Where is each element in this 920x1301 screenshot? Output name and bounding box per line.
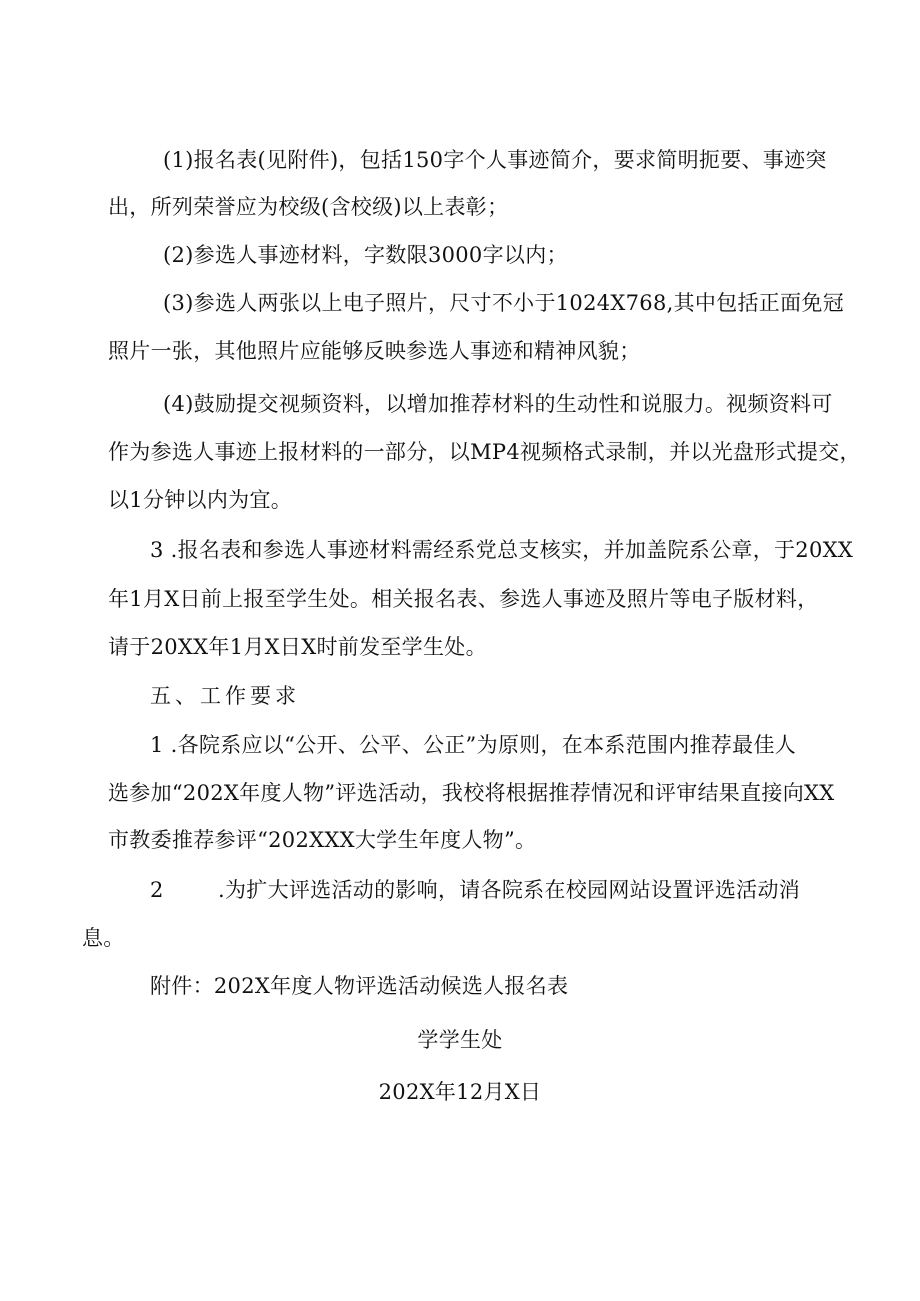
signature-org: 学学生处 xyxy=(417,1028,503,1052)
para3-line3: 请于20XX年1月X日X时前发至学生处。 xyxy=(108,635,487,659)
req1-line3: 市教委推荐参评“202XXX大学生年度人物”。 xyxy=(108,828,537,852)
item1-line1: (1)报名表(见附件)，包括150字个人事迹简介，要求简明扼要、事迹突 xyxy=(163,148,827,172)
item4-line1: (4)鼓励提交视频资料，以增加推荐材料的生动性和说服力。视频资料可 xyxy=(163,392,833,416)
attachment-note: 附件：202X年度人物评选活动候选人报名表 xyxy=(150,974,569,998)
item4-line2: 作为参选人事迹上报材料的一部分，以MP4视频格式录制，并以光盘形式提交， xyxy=(108,440,861,464)
item3-line2: 照片一张，其他照片应能够反映参选人事迹和精神风貌； xyxy=(108,339,641,363)
item1-line2: 出，所列荣誉应为校级(含校级)以上表彰； xyxy=(108,195,509,219)
req2-line1: .为扩大评选活动的影响，请各院系在校园网站设置评选活动消 xyxy=(218,878,801,902)
section-heading: 五、工作要求 xyxy=(150,684,300,708)
para3-line1: 3 .报名表和参选人事迹材料需经系党总支核实，并加盖院系公章，于20XX xyxy=(150,538,854,562)
item4-line3: 以1分钟以内为宜。 xyxy=(108,488,293,512)
item3-line1: (3)参选人两张以上电子照片，尺寸不小于1024X768,其中包括正面免冠 xyxy=(163,291,844,315)
para3-line2: 年1月X日前上报至学生处。相关报名表、参选人事迹及照片等电子版材料， xyxy=(108,587,819,611)
req2-line2: 息。 xyxy=(82,926,125,950)
req1-line2: 选参加“202X年度人物”评选活动，我校将根据推荐情况和评审结果直接向XX xyxy=(108,781,835,805)
req2-number: 2 xyxy=(150,878,164,902)
item2-line1: (2)参选人事迹材料，字数限3000字以内； xyxy=(163,243,568,267)
signature-date: 202X年12月X日 xyxy=(378,1080,542,1104)
req1-line1: 1 .各院系应以“公开、公平、公正”为原则，在本系范围内推荐最佳人 xyxy=(150,733,797,757)
